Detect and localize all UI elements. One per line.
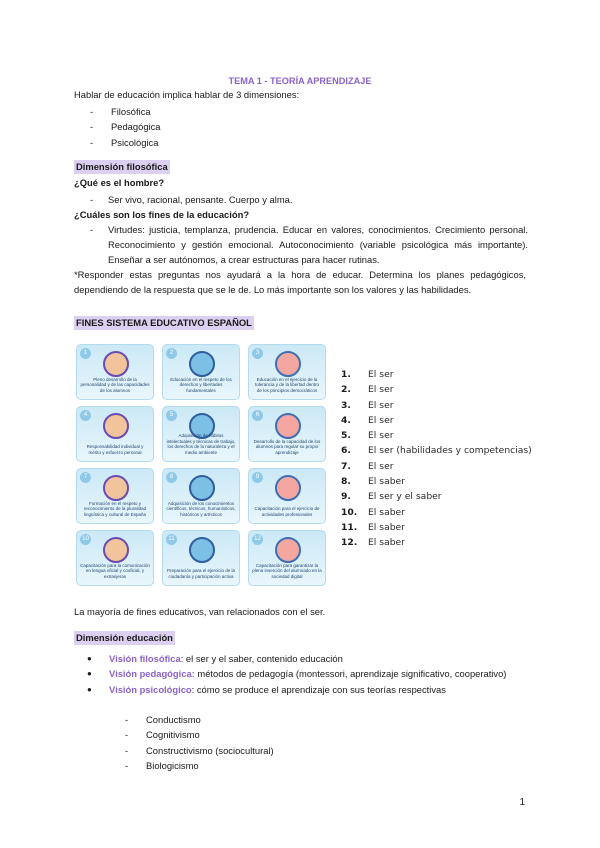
question-2: ¿Cuáles son los fines de la educación? [74,209,250,220]
fines-infographic [76,344,330,592]
answer-1: - Ser vivo, racional, pensante. Cuerpo y alma. [90,194,293,205]
question-1: ¿Qué es el hombre? [74,177,165,188]
worker-icon [275,475,301,501]
list-item: 7. El ser [341,460,394,472]
student-icon [103,413,129,439]
list-item: 5. El ser [341,430,394,442]
intro-text: Hablar de educación implica hablar de 3 dimensiones: [74,89,300,100]
vision-list [87,651,528,697]
list-item: 10. El saber [341,506,405,518]
section-heading-educacion: Dimensión educación [76,632,173,643]
fin-card: 2 Educación en el respeto de los derechos y libertades fundamentales [162,344,240,400]
section-heading-filosofica: Dimensión filosófica [76,161,168,172]
speech-icon [103,537,129,563]
page-number: 1 [519,797,525,808]
fin-card: 4 Responsabilidad individual y mérito y esfuerzo personal [76,406,154,462]
list-item: 11. El saber [341,521,405,533]
fin-card: 1 Pleno desarrollo de la personalidad y de las capacidades de los alumnos [76,344,154,400]
list-item: - Cognitivismo [125,729,200,741]
list-item: 1. El ser [341,369,394,380]
fin-card: 8 Adquisición de los conocimientos científicos, técnicos, humanísticos, históricos y artísticos [162,468,240,524]
fin-card: 6 Desarrollo de la capacidad de los alumnos para regular su propio aprendizaje [248,406,326,462]
note-text: *Responder estas preguntas nos ayudará a la hora de educar. Determina los planes pedagógicos, dependiendo de la respuesta que se le de. Lo más importante son los valores y las habilidades. [74,269,526,295]
list-item: ● Visión pedagógica: métodos de pedagogía (montessori, aprendizaje significativo, cooperativo) [87,668,507,680]
list-item: 8. El saber [341,476,405,488]
list-item: 3. El ser [341,399,394,411]
fin-card: 12 Capacitación para garantizar la plena inserción del alumnado en la sociedad digital [248,530,326,586]
list-item: - Constructivismo (sociocultural) [125,744,274,756]
list-item: - Pedagógica [90,121,161,133]
fin-card: 7 Formación en el respeto y reconocimiento de la pluralidad lingüística y cultural de España [76,468,154,524]
list-item: - Psicológica [90,136,159,148]
community-icon [189,537,215,563]
list-item: - Biologicismo [125,760,199,772]
fines-numbered-list [341,367,532,551]
list-item: 6. El ser (habilidades y competencias) [341,445,532,457]
list-item: - Conductismo [125,714,201,725]
section-heading-fines: FINES SISTEMA EDUCATIVO ESPAÑOL [76,317,252,328]
list-item: ● Visión filosófica: el ser y el saber, contenido educación [87,653,343,664]
fines-summary: La mayoría de fines educativos, van relacionados con el ser. [74,606,326,617]
brain-icon [275,413,301,439]
fin-card: 5 Adquisición de hábitos intelectuales y técnicas de trabajo, los derechos de la naturaleza y el medio ambiente [162,406,240,462]
hands-icon [275,351,301,377]
fin-card: 10 Capacitación para la comunicación en lengua oficial y cooficial, y extranjeras [76,530,154,586]
list-item: - Filosófica [90,106,151,117]
science-icon [189,475,215,501]
fin-card: 11 Preparación para el ejercicio de la ciudadanía y participación activa [162,530,240,586]
list-item: ● Visión psicológico: cómo se produce el aprendizaje con sus teorías respectivas [87,683,446,695]
book-icon [189,351,215,377]
dimensions-list [90,104,161,150]
computer-icon [275,537,301,563]
student-icon [103,351,129,377]
list-item: 2. El ser [341,384,394,396]
list-item: 9. El ser y el saber [341,491,442,503]
list-item: 4. El ser [341,414,394,426]
list-item: 12. El saber [341,537,405,549]
fin-card: 3 Educación en el ejercicio de la tolerancia y de la libertad dentro de los principios democráticos [248,344,326,400]
fin-card: 9 Capacitación para el ejercicio de actividades profesionales [248,468,326,524]
answer-2: - Virtudes: justicia, templanza, prudencia. Educar en valores, conocimientos. Crecimiento personal. Reconocimiento y gestión emocional. Autoconocimiento (variable psicológica más importante). Enseñar a ser autónomos, a crear estructuras para hacer rutinas. [90,224,528,266]
people-icon [103,475,129,501]
page-title: TEMA 1 - TEORÍA APRENDIZAJE [228,76,372,86]
theories-list [125,712,274,774]
